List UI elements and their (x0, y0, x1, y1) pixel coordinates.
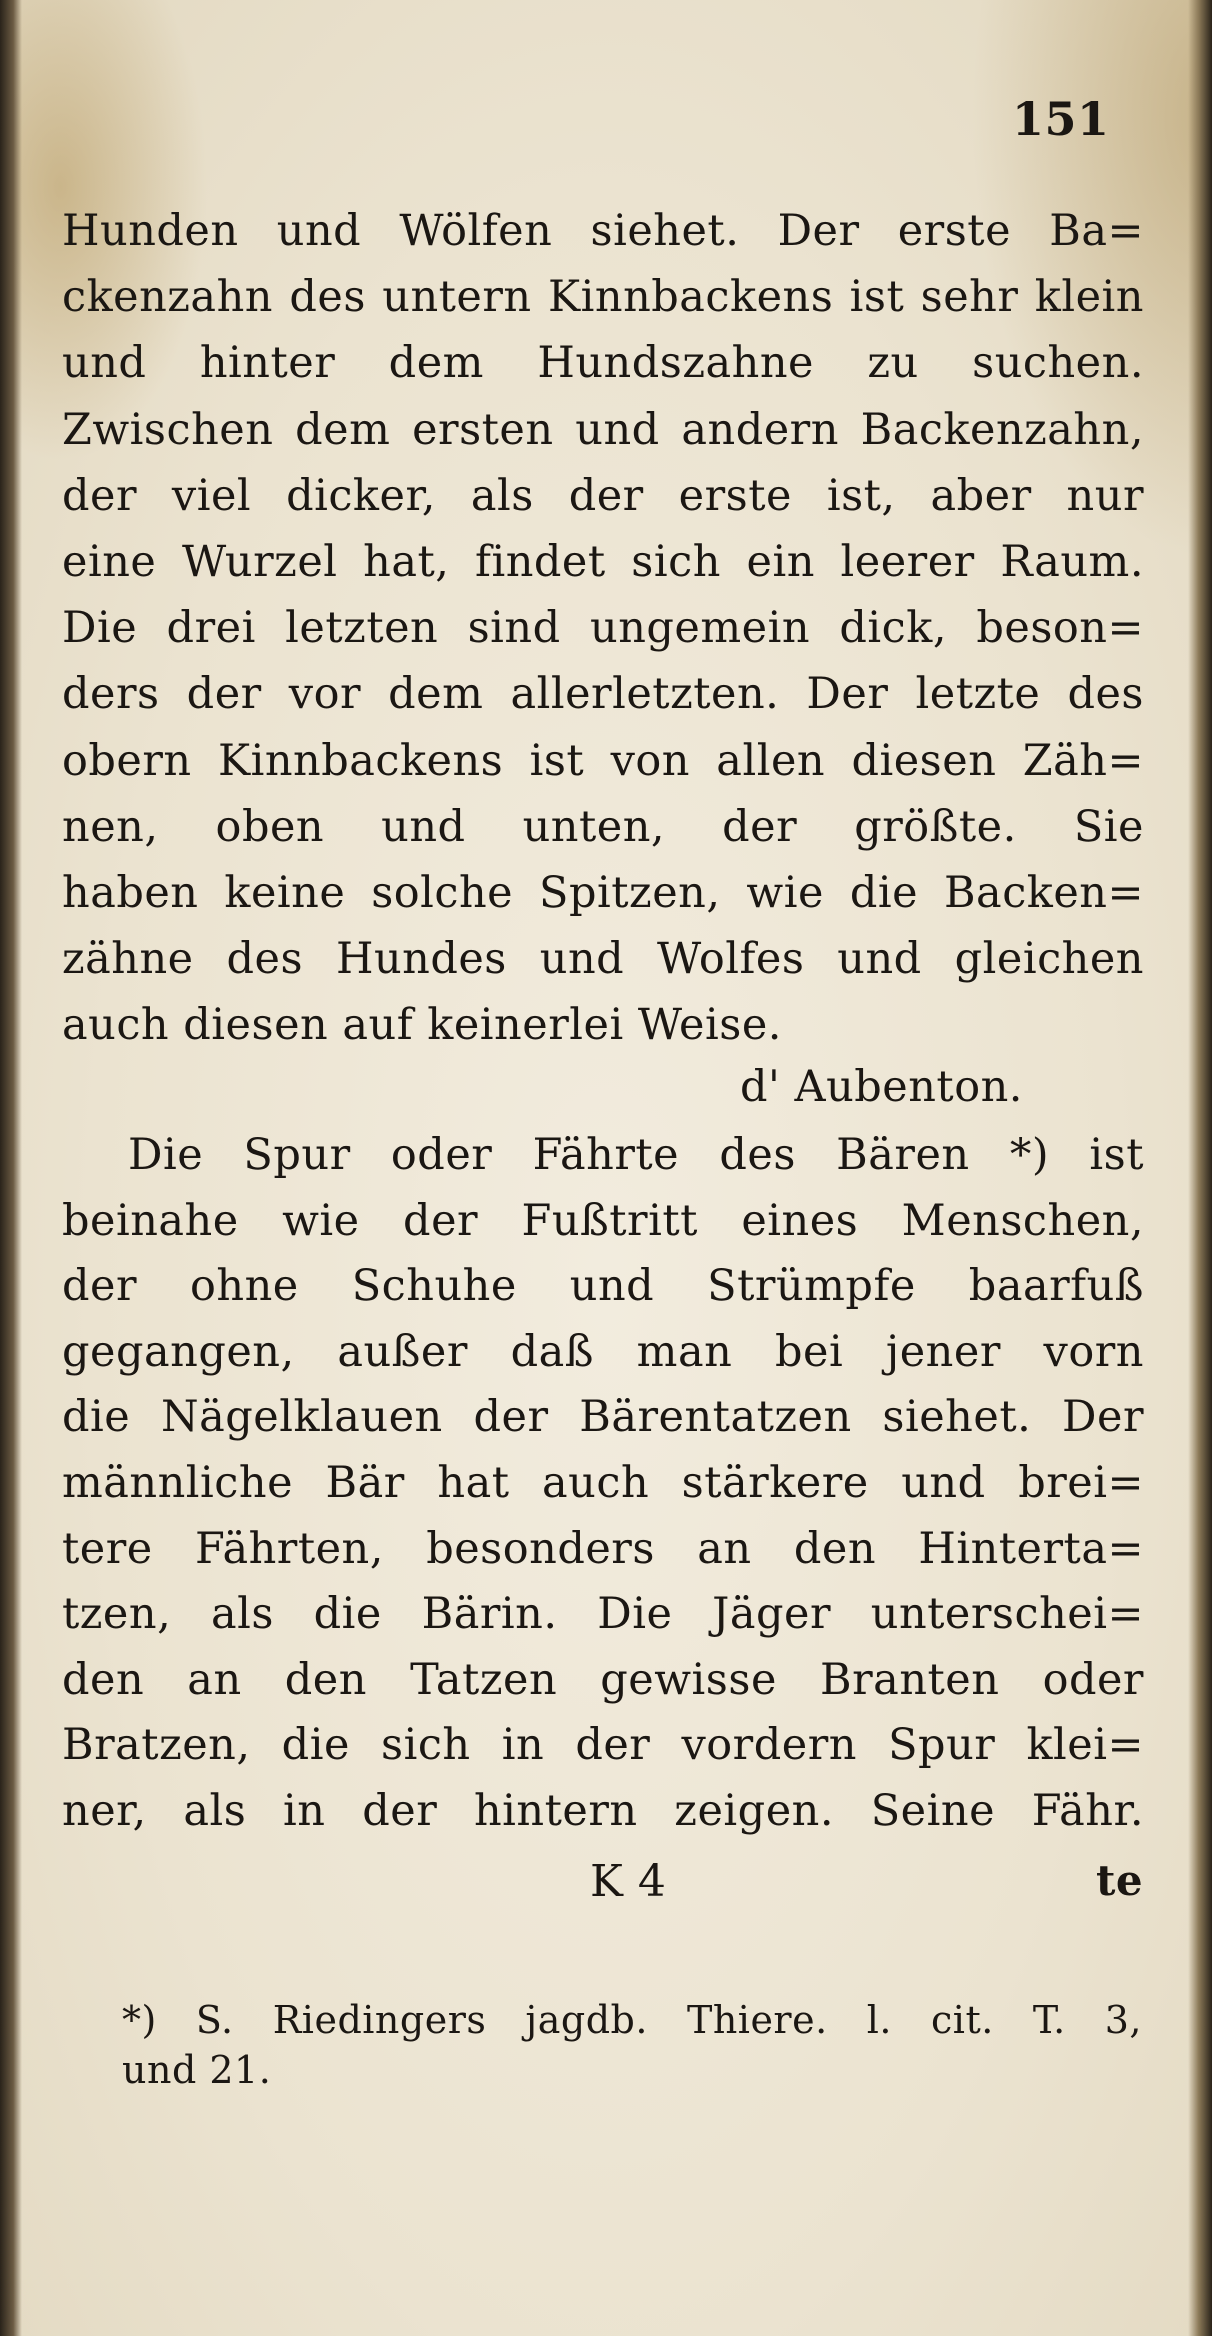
text-line: zähne des Hundes und Wolfes und gleichen (62, 934, 1144, 985)
text-line: auch diesen auf keinerlei Weise. (62, 1000, 782, 1051)
text-line: den an den Tatzen gewisse Branten oder (62, 1654, 1144, 1705)
footnote-line: und 21. (122, 2048, 272, 2092)
text-line: obern Kinnbackens ist von allen diesen Zäh= (62, 735, 1144, 786)
text-line: Bratzen, die sich in der vordern Spur klei= (62, 1720, 1144, 1771)
text-line: der ohne Schuhe und Strümpfe baarfuß (62, 1261, 1144, 1312)
catchword: te (1096, 1856, 1144, 1905)
text-line: eine Wurzel hat, findet sich ein leerer Raum. (62, 537, 1144, 587)
page-right-edge (1188, 0, 1212, 2336)
text-line: der viel dicker, als der erste ist, aber nur (62, 470, 1144, 521)
text-line: haben keine solche Spitzen, wie die Backen= (62, 868, 1144, 918)
text-line: beinahe wie der Fußtritt eines Menschen, (62, 1195, 1144, 1246)
author-signature: d' Aubenton. (740, 1062, 1023, 1112)
text-line: die Nägelklauen der Bärentatzen siehet. Der (62, 1392, 1144, 1443)
text-line: und hinter dem Hundszahne zu suchen. (62, 338, 1144, 389)
text-line: Die Spur oder Fährte des Bären *) ist (128, 1130, 1144, 1180)
text-line: Zwischen dem ersten und andern Backenzahn, (62, 404, 1144, 455)
footnote-line: *) S. Riedingers jagdb. Thiere. l. cit. T. 3, (122, 1998, 1142, 2042)
text-line: Hunden und Wölfen siehet. Der erste Ba= (62, 206, 1144, 256)
text-line: tere Fährten, besonders an den Hinterta= (62, 1523, 1144, 1574)
page-left-edge (0, 0, 22, 2336)
text-line: gegangen, außer daß man bei jener vorn (62, 1326, 1144, 1377)
text-line: männliche Bär hat auch stärkere und brei= (62, 1458, 1144, 1508)
text-line: ders der vor dem allerletzten. Der letzte des (62, 669, 1144, 720)
text-line: ckenzahn des untern Kinnbackens ist sehr klein (62, 272, 1144, 323)
page-number: 151 (1012, 92, 1110, 146)
text-line: ner, als in der hintern zeigen. Seine Fähr. (62, 1786, 1144, 1836)
text-line: tzen, als die Bärin. Die Jäger unterschei= (62, 1589, 1144, 1640)
text-line: nen, oben und unten, der größte. Sie (62, 801, 1144, 852)
sheet-signature: K 4 (590, 1856, 667, 1907)
text-line: Die drei letzten sind ungemein dick, beson= (62, 603, 1144, 654)
